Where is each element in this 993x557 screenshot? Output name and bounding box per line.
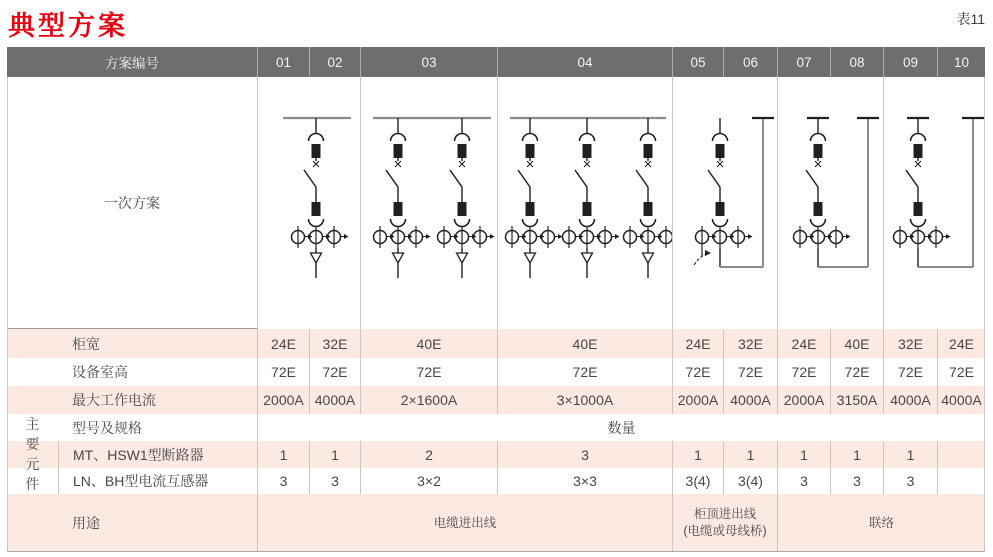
one-line-diagram-bus_tie [884, 77, 985, 329]
one-line-diagram-busbar_cable_feeder [258, 77, 360, 329]
row-breaker-qty-label: MT、HSW1型断路器 [58, 441, 257, 468]
quantity-merged-cell: 数量 [257, 414, 985, 441]
value-cell: 72E [937, 358, 985, 386]
usage-cell-01-04 [257, 494, 672, 552]
value-cell: 3 [830, 468, 883, 494]
scheme-diagram-09-10 [883, 77, 985, 329]
header-col-01: 01 [257, 47, 309, 77]
value-cell: 72E [672, 358, 723, 386]
main-components-char: 主 [25, 416, 40, 432]
header-col-09: 09 [883, 47, 937, 77]
main-components-char: 件 [25, 476, 40, 492]
scheme-diagram-01-02 [257, 77, 360, 329]
header-col-08: 08 [830, 47, 883, 77]
scheme-diagram-03 [360, 77, 497, 329]
value-cell: 3 [497, 441, 672, 468]
value-cell: 72E [257, 358, 309, 386]
row-cabinet-width-label: 柜宽 [72, 335, 100, 352]
value-cell: 24E [672, 329, 723, 358]
table-number: 表11 [956, 11, 985, 27]
value-cell: 72E [309, 358, 360, 386]
row-max-current-label: 最大工作电流 [72, 392, 156, 408]
header-col-02: 02 [309, 47, 360, 77]
header-scheme-no-label: 方案编号 [7, 47, 257, 77]
usage-line: 联络 [868, 515, 894, 530]
value-cell: 4000A [883, 386, 937, 414]
scheme-diagram-07-08 [777, 77, 883, 329]
usage-line: 柜顶进出线 [693, 507, 757, 522]
value-cell: 3 [883, 468, 937, 494]
value-cell: 1 [672, 441, 723, 468]
value-cell: 3×2 [360, 468, 497, 494]
header-col-05: 05 [672, 47, 723, 77]
one-line-diagram-busbar_cable_feeder [361, 77, 497, 329]
value-cell: 24E [777, 329, 830, 358]
value-cell: 24E [257, 329, 309, 358]
value-cell: 2 [360, 441, 497, 468]
value-cell: 40E [497, 329, 672, 358]
usage-cell-05-06 [672, 494, 777, 552]
table-bottom-rule [7, 551, 985, 552]
value-cell: 1 [309, 441, 360, 468]
value-cell: 32E [883, 329, 937, 358]
value-cell: 1 [723, 441, 777, 468]
scheme-diagram-05-06 [672, 77, 777, 329]
value-cell: 72E [883, 358, 937, 386]
value-cell: 3 [309, 468, 360, 494]
value-cell: 4000A [937, 386, 985, 414]
value-cell: 72E [723, 358, 777, 386]
one-line-diagram-busbar_cable_feeder [498, 77, 672, 329]
value-cell: 3×3 [497, 468, 672, 494]
value-cell: 40E [360, 329, 497, 358]
value-cell: 3(4) [723, 468, 777, 494]
header-col-10: 10 [937, 47, 985, 77]
one-line-diagram-top_entry_feeder [673, 77, 777, 329]
primary-scheme-label: 一次方案 [7, 77, 257, 329]
value-cell: 1 [257, 441, 309, 468]
value-cell: 72E [830, 358, 883, 386]
header-col-03: 03 [360, 47, 497, 77]
value-cell: 32E [723, 329, 777, 358]
value-cell: 2000A [672, 386, 723, 414]
value-cell: 2000A [777, 386, 830, 414]
value-cell: 1 [777, 441, 830, 468]
row-ct-qty-label: LN、BH型电流互感器 [58, 468, 257, 494]
value-cell: 1 [883, 441, 937, 468]
header-col-07: 07 [777, 47, 830, 77]
value-cell: 72E [777, 358, 830, 386]
value-cell: 32E [309, 329, 360, 358]
value-cell: 3 [257, 468, 309, 494]
row-room-height-label: 设备室高 [72, 364, 128, 380]
header-col-06: 06 [723, 47, 777, 77]
main-components-group-label [7, 414, 58, 494]
value-cell: 3×1000A [497, 386, 672, 414]
value-cell: 4000A [309, 386, 360, 414]
value-cell: 3150A [830, 386, 883, 414]
value-cell [937, 441, 985, 468]
table-right-edge [984, 77, 985, 552]
value-cell: 40E [830, 329, 883, 358]
value-cell [937, 468, 985, 494]
typical-schemes-table [7, 47, 985, 552]
value-cell: 3 [777, 468, 830, 494]
value-cell: 4000A [723, 386, 777, 414]
main-components-char: 元 [25, 456, 40, 472]
usage-cell-07-10 [777, 494, 985, 552]
usage-line: 电缆进出线 [433, 515, 497, 530]
usage-line: (电缆或母线桥) [683, 524, 767, 538]
one-line-diagram-bus_tie [778, 77, 883, 329]
value-cell: 1 [830, 441, 883, 468]
value-cell: 3(4) [672, 468, 723, 494]
value-cell: 2×1600A [360, 386, 497, 414]
value-cell: 72E [497, 358, 672, 386]
header-col-04: 04 [497, 47, 672, 77]
value-cell: 2000A [257, 386, 309, 414]
value-cell: 24E [937, 329, 985, 358]
main-components-char: 要 [25, 436, 40, 452]
row-model-spec-label: 型号及规格 [72, 419, 142, 436]
scheme-diagram-04 [497, 77, 672, 329]
table-left-edge [7, 77, 8, 552]
value-cell: 72E [360, 358, 497, 386]
page-title: 典型方案 [8, 11, 128, 41]
row-usage-label: 用途 [72, 515, 100, 531]
